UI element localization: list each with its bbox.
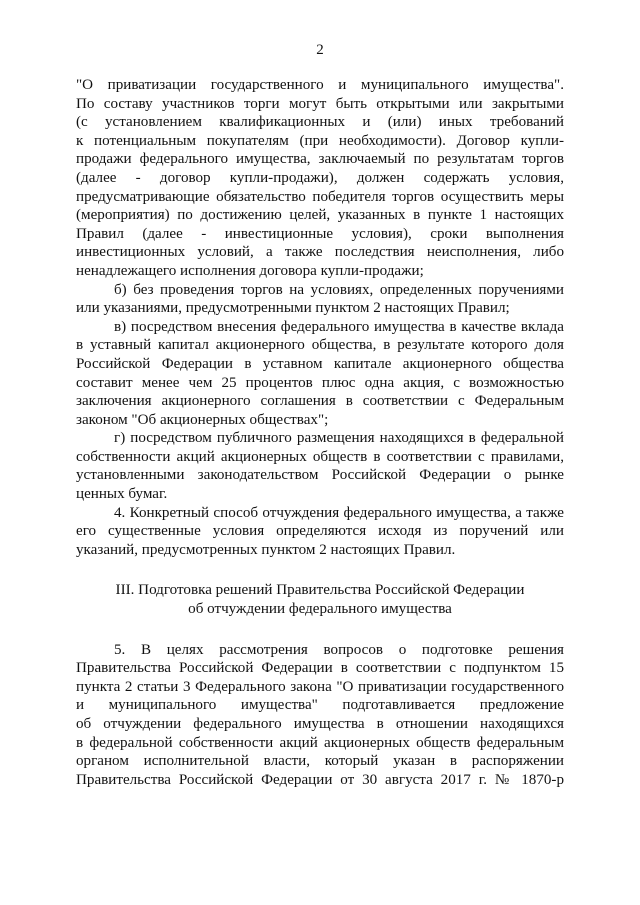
paragraph-5 xyxy=(76,641,564,790)
section-heading xyxy=(76,581,564,618)
text-line: "О приватизации государственного и муниципального имущества". xyxy=(76,77,564,93)
document-body xyxy=(76,76,564,789)
text-line: инвестиционных условий, а также последствия неисполнения, либо xyxy=(76,244,564,261)
text-line: Правительства Российской Федерации в соответствии с подпунктом 15 xyxy=(76,660,564,677)
text-line: Правил (далее - инвестиционные условия), сроки выполнения xyxy=(76,225,564,242)
text-line: заключения акционерного соглашения в соответствии с Федеральным xyxy=(76,393,564,410)
text-line: 4. Конкретный способ отчуждения федерального имущества, а также xyxy=(114,504,564,521)
text-line: продажи федерального имущества, заключаемый по результатам торгов xyxy=(76,151,564,168)
text-line: установленными законодательством Российской Федерации о рынке xyxy=(76,467,564,484)
text-line: указаний, предусмотренных пунктом 2 настоящих Правил. xyxy=(76,541,456,558)
text-line: в уставный капитал акционерного общества, в результате которого доля xyxy=(76,337,564,354)
section-heading-line: III. Подготовка решений Правительства Российской Федерации xyxy=(115,582,525,599)
text-line: (мероприятия) по достижению целей, указанных в пункте 1 настоящих xyxy=(76,207,564,224)
text-line: (далее - договор купли-продажи), должен содержать условия, xyxy=(76,169,564,186)
text-line: к потенциальным покупателям (при необходимости). Договор купли- xyxy=(76,132,564,149)
text-line: его существенные условия определяются исходя из поручений или xyxy=(76,523,564,540)
text-line: и муниципального имущества" подготавливается предложение xyxy=(76,697,564,714)
text-line: законом "Об акционерных обществах"; xyxy=(76,411,329,428)
text-line: Правительства Российской Федерации от 30 августа 2017 г. № 1870-р xyxy=(76,771,564,788)
text-line: б) без проведения торгов на условиях, определенных поручениями xyxy=(114,281,564,298)
text-line: ненадлежащего исполнения договора купли-продажи; xyxy=(76,262,424,279)
text-line: г) посредством публичного размещения находящихся в федеральной xyxy=(114,430,564,447)
spacer xyxy=(76,619,564,641)
text-line: предусматривающие обязательство победителя торгов осуществить меры xyxy=(76,188,564,205)
text-line: составит менее чем 25 процентов плюс одна акция, с возможностью xyxy=(76,374,564,391)
text-line: в) посредством внесения федерального имущества в качестве вклада xyxy=(114,318,564,335)
text-line: (с установлением квалификационных и (или) иных требований xyxy=(76,114,564,131)
paragraph-item-g xyxy=(76,429,564,503)
paragraph-4 xyxy=(76,504,564,560)
text-line: об отчуждении федерального имущества в отношении находящихся xyxy=(76,716,564,732)
text-line: в федеральной собственности акций акционерных обществ федеральным xyxy=(76,734,564,751)
paragraph-item-v xyxy=(76,318,564,430)
text-line: или указаниями, предусмотренными пунктом 2 настоящих Правил; xyxy=(76,300,510,317)
text-line: пункта 2 статьи 3 Федерального закона "О приватизации государственного xyxy=(76,678,564,695)
text-line: Российской Федерации в уставном капитале акционерного общества xyxy=(76,355,564,372)
spacer xyxy=(76,559,564,581)
text-line: ценных бумаг. xyxy=(76,486,168,503)
paragraph-item-b xyxy=(76,281,564,318)
paragraph-continuation xyxy=(76,76,564,281)
text-line: органом исполнительной власти, который указан в распоряжении xyxy=(76,753,564,770)
text-line: собственности акций акционерных обществ в соответствии с правилами, xyxy=(76,448,564,465)
text-line: По составу участников торги могут быть открытыми или закрытыми xyxy=(76,95,564,112)
text-line: 5. В целях рассмотрения вопросов о подготовке решения xyxy=(114,641,564,658)
section-heading-line: об отчуждении федерального имущества xyxy=(188,601,452,618)
page-number: 2 xyxy=(316,42,324,58)
